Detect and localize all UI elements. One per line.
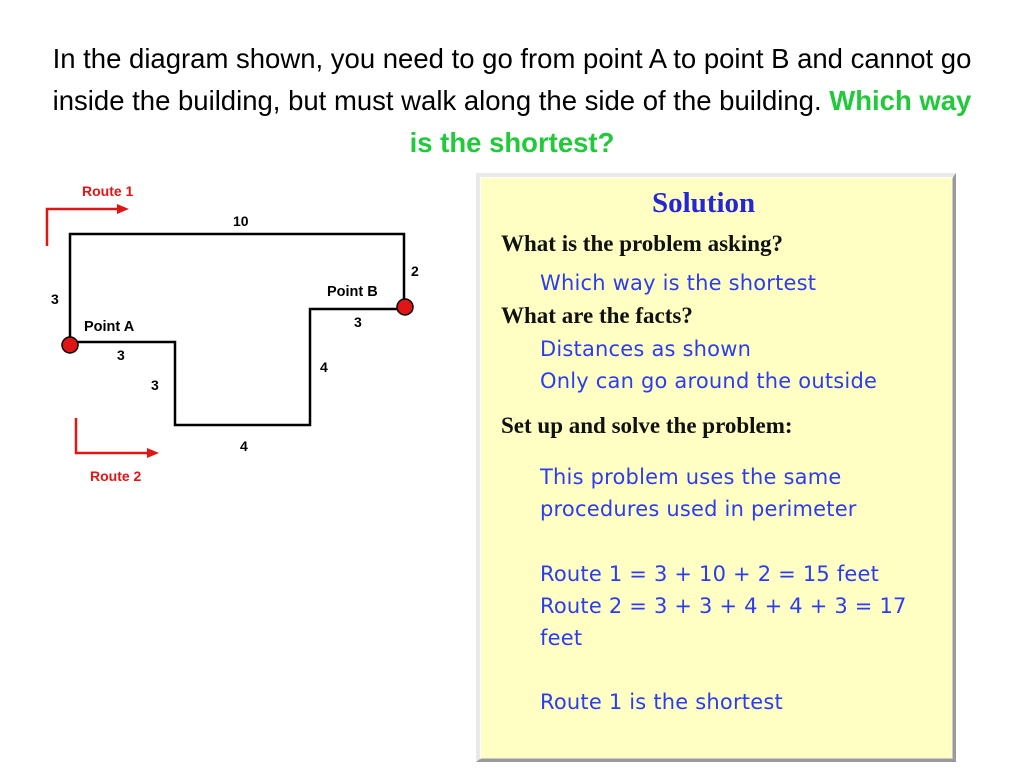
- segment-left-length: 3: [51, 291, 59, 307]
- question-body: In the diagram shown, you need to go from point A to point B and cannot go inside the building, but must walk along the side of the building.: [52, 43, 972, 116]
- route1-arrow-icon: [47, 204, 129, 246]
- route1-label: Route 1: [82, 183, 134, 199]
- segment-inner-right-length: 4: [320, 359, 328, 375]
- route-diagram: [0, 175, 460, 495]
- explanation-line-1: This problem uses the same: [540, 465, 842, 489]
- route2-label: Route 2: [90, 468, 142, 484]
- conclusion-text: Route 1 is the shortest: [540, 690, 783, 714]
- problem-asking-answer: Which way is the shortest: [540, 271, 817, 295]
- segment-b-ledge-length: 3: [354, 314, 362, 330]
- route2-arrow-icon: [76, 418, 159, 458]
- segment-a-ledge-length: 3: [117, 347, 125, 363]
- solve-heading: Set up and solve the problem:: [501, 413, 793, 438]
- segment-right-top-length: 2: [411, 263, 419, 279]
- segment-bottom-length: 4: [240, 438, 248, 454]
- point-a-marker: [62, 337, 78, 353]
- route2-equation: Route 2 = 3 + 3 + 4 + 4 + 3 = 17: [540, 594, 907, 618]
- point-b-label: Point B: [327, 284, 378, 300]
- problem-asking-heading: What is the problem asking?: [501, 231, 784, 256]
- route1-equation: Route 1 = 3 + 10 + 2 = 15 feet: [540, 562, 880, 586]
- solution-panel: [476, 173, 956, 762]
- explanation-line-2: procedures used in perimeter: [540, 497, 857, 521]
- question-highlight: Which way is the shortest?: [409, 85, 972, 158]
- facts-answer-1: Distances as shown: [540, 337, 752, 361]
- facts-heading: What are the facts?: [501, 303, 693, 328]
- segment-inner-left-length: 3: [151, 377, 159, 393]
- solution-title: Solution: [652, 187, 756, 219]
- point-a-label: Point A: [84, 319, 135, 335]
- segment-top-length: 10: [233, 213, 249, 229]
- question-text: [40, 38, 984, 164]
- point-b-marker: [397, 299, 413, 315]
- facts-answer-2: Only can go around the outside: [540, 369, 878, 393]
- route2-equation-unit: feet: [540, 626, 583, 650]
